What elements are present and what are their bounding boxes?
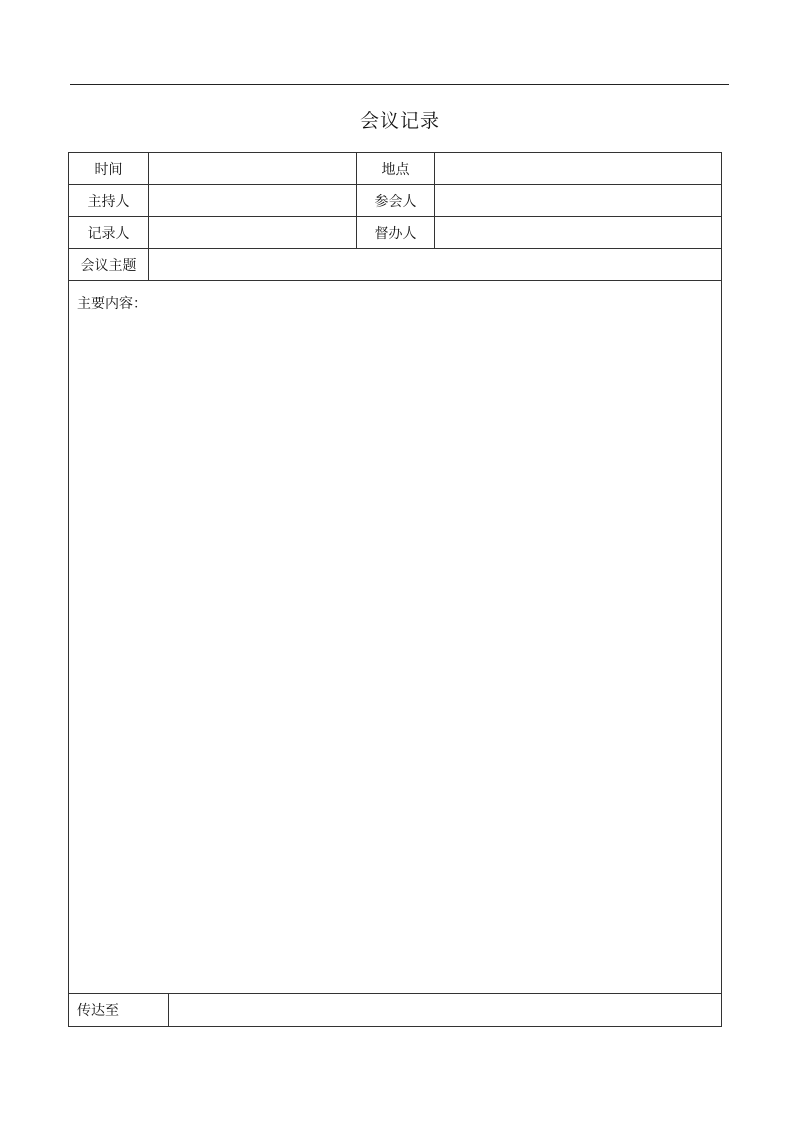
topic-label: 会议主题 xyxy=(69,249,149,281)
form-row-time-location xyxy=(69,153,722,185)
form-row-topic xyxy=(69,249,722,281)
recorder-field[interactable] xyxy=(149,217,357,249)
forward-to-field[interactable] xyxy=(168,994,721,1026)
host-field[interactable] xyxy=(149,185,357,217)
meeting-record-form xyxy=(68,152,722,1027)
attendees-field[interactable] xyxy=(435,185,722,217)
forward-to-label: 传达至 xyxy=(69,994,168,1026)
top-horizontal-rule xyxy=(70,84,729,85)
time-label: 时间 xyxy=(69,153,149,185)
forward-subtable xyxy=(69,994,721,1026)
supervisor-field[interactable] xyxy=(435,217,722,249)
main-content-label: 主要内容： xyxy=(77,296,147,312)
supervisor-label: 督办人 xyxy=(357,217,435,249)
form-row-forward xyxy=(69,994,722,1027)
forward-row-container xyxy=(69,994,722,1027)
document-title: 会议记录 xyxy=(359,110,440,132)
form-row-content xyxy=(69,281,722,994)
location-field[interactable] xyxy=(435,153,722,185)
main-content-area[interactable] xyxy=(69,281,722,994)
form-row-recorder-supervisor xyxy=(69,217,722,249)
recorder-label: 记录人 xyxy=(69,217,149,249)
attendees-label: 参会人 xyxy=(357,185,435,217)
topic-field[interactable] xyxy=(149,249,722,281)
host-label: 主持人 xyxy=(69,185,149,217)
time-field[interactable] xyxy=(149,153,357,185)
form-row-host-attendees xyxy=(69,185,722,217)
location-label: 地点 xyxy=(357,153,435,185)
